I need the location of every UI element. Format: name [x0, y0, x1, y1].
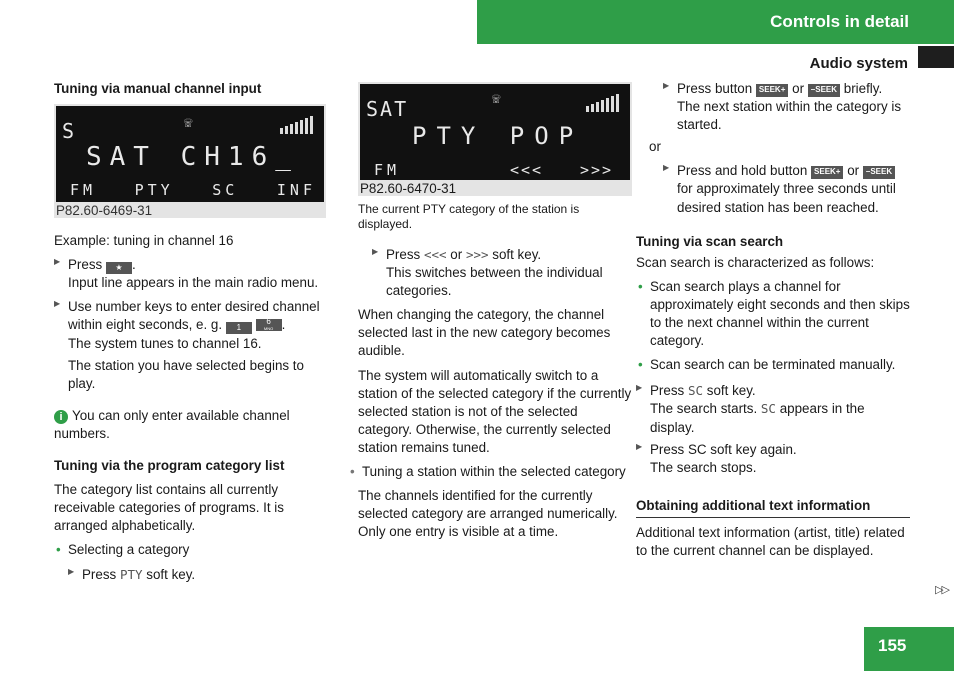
page-number: 155 — [864, 627, 954, 671]
heading-manual-input: Tuning via manual channel input — [54, 81, 262, 96]
figure-caption: The current PTY category of the station is displayed. — [358, 202, 580, 231]
bullet-tuning-station: • Tuning a station within the selected category — [348, 463, 632, 481]
seek-plus-key-icon: SEEK+ — [756, 84, 788, 97]
info-note: i You can only enter available channel numbers. — [54, 407, 290, 441]
step-press-sc-again: ▶ Press SC soft key again. — [636, 441, 910, 459]
heading-additional-text: Obtaining additional text information — [636, 497, 910, 518]
info-icon: i — [54, 410, 68, 424]
step-number-keys: ▶ Use number keys to enter desired channel within eight seconds, e. g. 1 6 MNO . — [54, 298, 330, 334]
softkey-pty: PTY — [134, 181, 174, 200]
column-2 — [358, 82, 632, 547]
softkey-prev: <<< — [510, 161, 544, 179]
search-starts-text: The search starts. SC appears in the display. — [650, 401, 865, 435]
seek-plus-key-icon: SEEK+ — [811, 166, 843, 179]
softkey-fm: FM — [374, 161, 401, 179]
next-channel-text: The next station within the category is started. — [677, 99, 902, 133]
phone-icon: ☏ — [492, 91, 501, 107]
tunes-text: The system tunes to channel 16. — [68, 335, 262, 351]
lcd-top-left: SAT — [366, 97, 409, 121]
lcd-display — [360, 84, 630, 180]
category-list-text: The category list contains all currently receivable categories of programs. It is arranged alphabetically. — [54, 482, 284, 534]
seek-minus-key-icon: –SEEK — [863, 166, 895, 179]
for-approx-text: for approximately three seconds until desired station has been reached. — [677, 181, 896, 215]
step-press-seek: ▶ Press button SEEK+ or –SEEK briefly. — [663, 80, 910, 98]
heading-category-list: Tuning via the program category list — [54, 458, 285, 474]
bullet-selecting: • Selecting a category — [54, 541, 330, 559]
phone-icon: ☏ — [184, 115, 193, 132]
softkey-inf: INF — [276, 181, 316, 200]
switches-text: This switches between the individual categories. — [386, 265, 603, 299]
next-page-marker-icon: ▷▷ — [935, 584, 948, 596]
lcd-main-text: PTY POP — [412, 122, 584, 150]
softkey-sc: SC — [212, 181, 239, 200]
lcd-display — [56, 106, 324, 202]
step-press-arrows: ▶ Press <<< or >>> soft key. — [372, 246, 632, 264]
softkey-fm: FM — [70, 181, 97, 200]
step-press-pty: ▶ Press PTY soft key. — [68, 566, 330, 584]
lcd-figure-manual — [54, 104, 326, 218]
lcd-top-left: S — [62, 119, 75, 144]
column-1 — [54, 80, 330, 584]
lcd-softkeys — [70, 180, 316, 200]
additional-text: Additional text information (artist, title) related to the current channel can be displayed. — [636, 524, 905, 558]
bullet-scan-plays: • Scan search plays a channel for approximately eight seconds and then skips to the next channel within the current category. — [636, 278, 910, 350]
signal-bars-icon — [280, 116, 318, 140]
scan-char-text: Scan search is characterized as follows: — [636, 254, 875, 270]
lcd-main-text: SAT CH16_ — [86, 142, 299, 173]
seek-minus-key-icon: –SEEK — [808, 84, 840, 97]
bullet-scan-terminated: • Scan search can be terminated manually. — [636, 356, 910, 374]
chapter-header — [477, 0, 954, 44]
column-3 — [636, 80, 910, 566]
auto-switch-text: The system will automatically switch to a station of the selected category if the currently selected station is not of the selected category. Otherwise, the currently selected station remains tuned. — [358, 367, 632, 455]
step-press-sc: ▶ Press SC soft key. — [636, 382, 910, 400]
signal-bars-icon — [586, 94, 624, 118]
figure-code: P82.60-6469-31 — [56, 203, 153, 219]
section-title: Audio system — [809, 55, 908, 72]
key-1-icon: 1 — [226, 322, 252, 334]
heading-scan-search: Tuning via scan search — [636, 233, 784, 249]
channels-text: The channels identified for the currently selected category are arranged numerically. Only one entry is visible at a time. — [358, 488, 618, 540]
chapter-title: Controls in detail — [770, 11, 909, 31]
input-line-text: Input line appears in the main radio menu. — [68, 275, 319, 291]
example-text: Example: tuning in channel 16 — [54, 233, 234, 249]
or-text: or — [649, 139, 661, 155]
softkey-next: >>> — [580, 161, 614, 179]
changing-text: When changing the category, the channel selected last in the new category becomes audible. — [358, 307, 611, 359]
begins-text: The station you have selected begins to play. — [68, 357, 304, 391]
star-key-icon: ★ — [106, 262, 132, 274]
step-press-hold-seek: ▶ Press and hold button SEEK+ or –SEEK — [663, 162, 910, 180]
section-tab-marker — [918, 46, 954, 68]
search-stops-text: The search stops. — [650, 459, 757, 475]
figure-code: P82.60-6470-31 — [360, 181, 457, 196]
lcd-figure-pty — [358, 82, 632, 196]
key-6-icon: 6 MNO — [256, 319, 282, 331]
step-press-star: ▶ Press ★ . — [54, 256, 330, 274]
